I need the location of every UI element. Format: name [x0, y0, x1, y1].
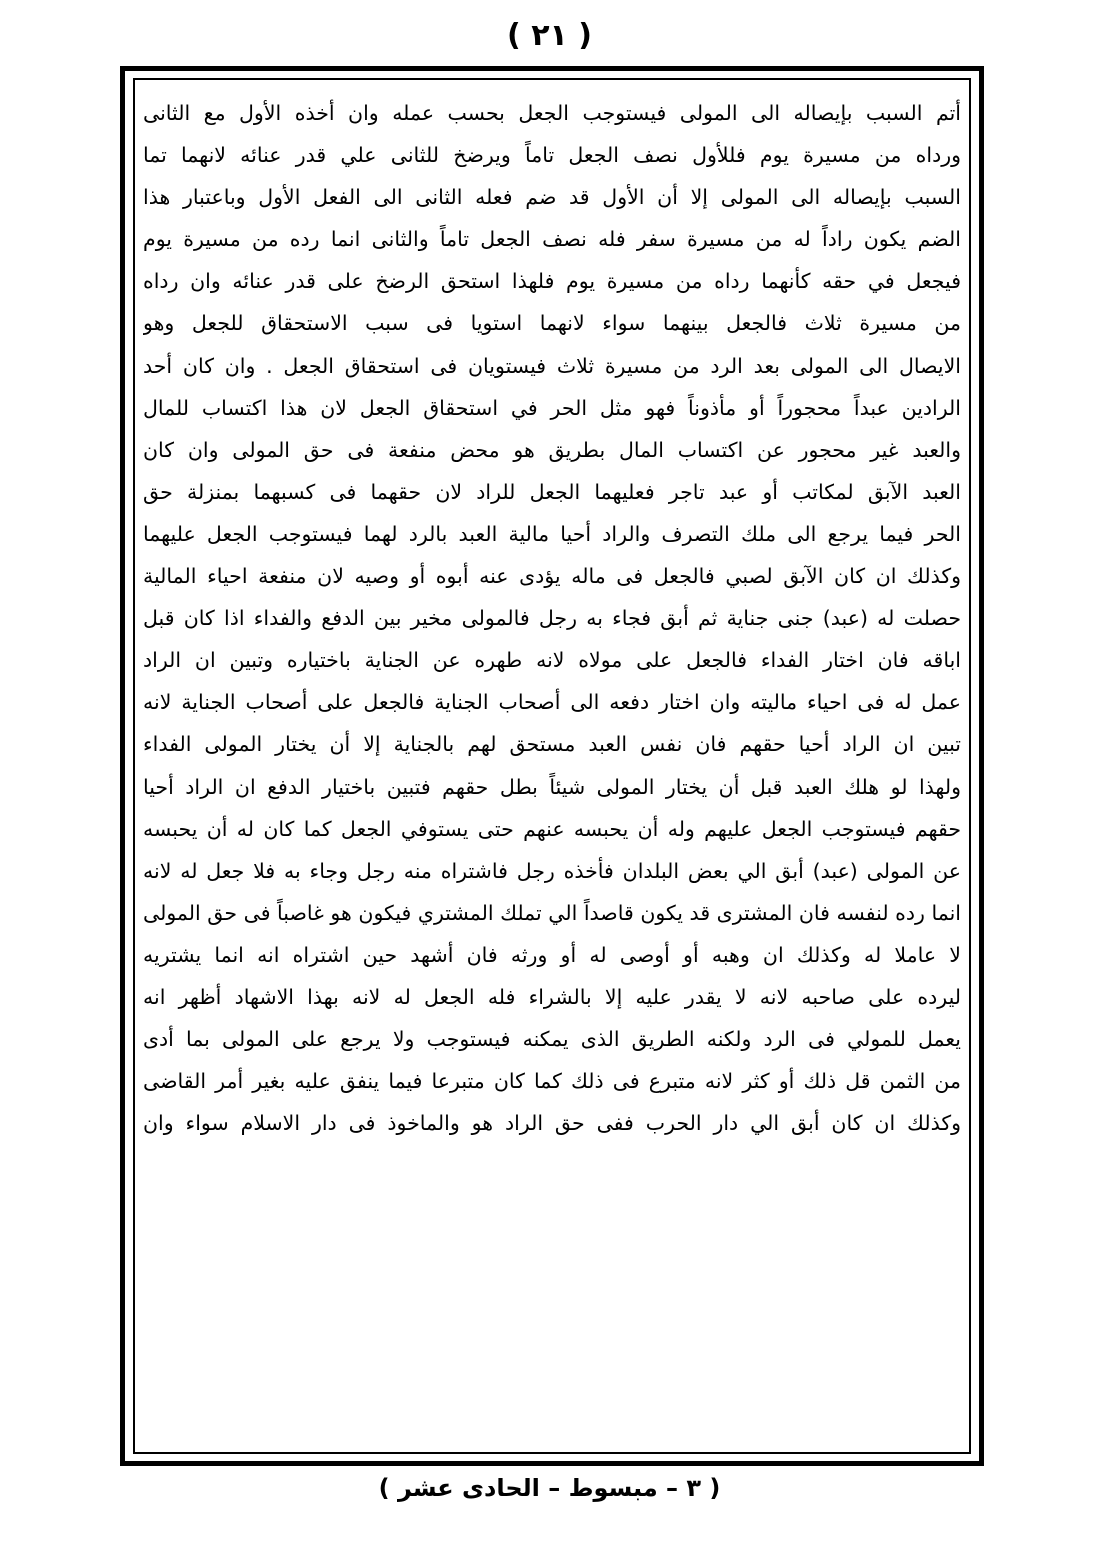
footer-signature: ( ٣ – مبسوط – الحادى عشر ): [378, 1474, 721, 1502]
text-line: والعبد غير محجور عن اكتساب المال بطريق هو محض منفعة فى حق المولى وان كان: [143, 437, 961, 462]
text-line: أتم السبب بإيصاله الى المولى فيستوجب الجعل بحسب عمله وان أخذه الأول مع الثانى: [143, 101, 961, 125]
text-line: وكذلك ان كان أبق الي دار الحرب ففى حق الراد هو والماخوذ فى دار الاسلام سواء وان: [143, 1111, 961, 1136]
body-text: [143, 92, 961, 1144]
text-line: ليرده على صاحبه لانه لا يقدر عليه إلا بالشراء فله الجعل له لانه بهذا الاشهاد أظهر انه: [143, 984, 961, 1009]
text-line: من الثمن قل ذلك أو كثر لانه متبرع فى ذلك كما كان متبرعا فيما ينفق عليه بغير أمر القاضى: [143, 1069, 961, 1094]
text-line: عمل له فى احياء ماليته وان اختار دفعه الى أصحاب الجناية فالجعل على أصحاب الجناية لانه: [143, 690, 961, 715]
text-line: فيجعل في حقه كأنهما رداه من مسيرة يوم فلهذا استحق الرضخ على قدر عنائه وان رداه: [143, 269, 961, 294]
text-line: حقهم فيستوجب الجعل عليهم وله أن يحبسه عنهم حتى يستوفي الجعل كما كان له أن يحبسه: [143, 816, 961, 841]
text-line: يعمل للمولي فى الرد ولكنه الطريق الذى يمكنه فيستوجب ولا يرجع على المولى بما أدى: [143, 1027, 961, 1052]
text-line: انما رده لنفسه فان المشترى قد يكون قاصداً الي تملك المشتري فيكون هو غاصباً فى حق المولى: [143, 900, 961, 925]
text-line: حصلت له (عبد) جنى جناية ثم أبق فجاء به رجل فالمولى مخير بين الدفع والفداء اذا كان قبل: [143, 606, 961, 631]
text-line: ورداه من مسيرة يوم فللأول نصف الجعل تاماً ويرضخ للثانى علي قدر عنائه لانهما تما: [143, 143, 961, 168]
text-line: الرادين عبداً محجوراً أو مأذوناً فهو مثل الحر في استحقاق الجعل لان هذا اكتساب للمال: [143, 395, 961, 420]
text-line: تبين ان الراد أحيا حقهم فان نفس العبد مستحق لهم بالجناية إلا أن يختار المولى الفداء: [143, 732, 961, 757]
text-line: ولهذا لو هلك العبد قبل أن يختار المولى شيئاً بطل حقهم فتبين باختيار الدفع ان الراد أحيا: [143, 774, 961, 799]
text-line: الحر فيما يرجع الى ملك التصرف والراد أحيا مالية العبد بالرد لهما فيستوجب الجعل عليهما: [143, 521, 961, 546]
text-line: لا عاملا له وكذلك ان وهبه أو أوصى له أو ورثه فان أشهد حين اشتراه انه انما يشتريه: [143, 942, 961, 967]
text-line: عن المولى (عبد) أبق الي بعض البلدان فأخذه رجل فاشتراه منه رجل وجاء به فلا جعل له لانه: [143, 858, 961, 883]
text-line: السبب بإيصاله الى المولى إلا أن الأول قد ضم فعله الثانى الى الفعل الأول وباعتبار هذا: [143, 185, 961, 210]
text-line: وكذلك ان كان الآبق لصبي فالجعل فى ماله يؤدى عنه أبوه أو وصيه لان منفعة احياء المالية: [143, 564, 961, 589]
text-line: الضم يكون راداً له من مسيرة سفر فله نصف الجعل تاماً والثانى انما رده من مسيرة يوم: [143, 227, 961, 252]
text-line: العبد الآبق لمكاتب أو عبد تاجر فعليهما الجعل للراد لان حقهما فى كسبهما بمنزلة حق: [143, 479, 961, 504]
text-line: من مسيرة ثلاث فالجعل بينهما سواء لانهما استويا فى سبب الاستحقاق للجعل وهو: [143, 311, 961, 336]
page-number: ( ٢١ ): [507, 18, 592, 53]
text-line: اباقه فان اختار الفداء فالجعل على مولاه لانه طهره عن الجناية باختياره وتبين ان الراد: [143, 648, 961, 673]
text-line: الايصال الى المولى بعد الرد من مسيرة ثلاث فيستويان فى استحقاق الجعل . وان كان أحد: [143, 353, 961, 378]
